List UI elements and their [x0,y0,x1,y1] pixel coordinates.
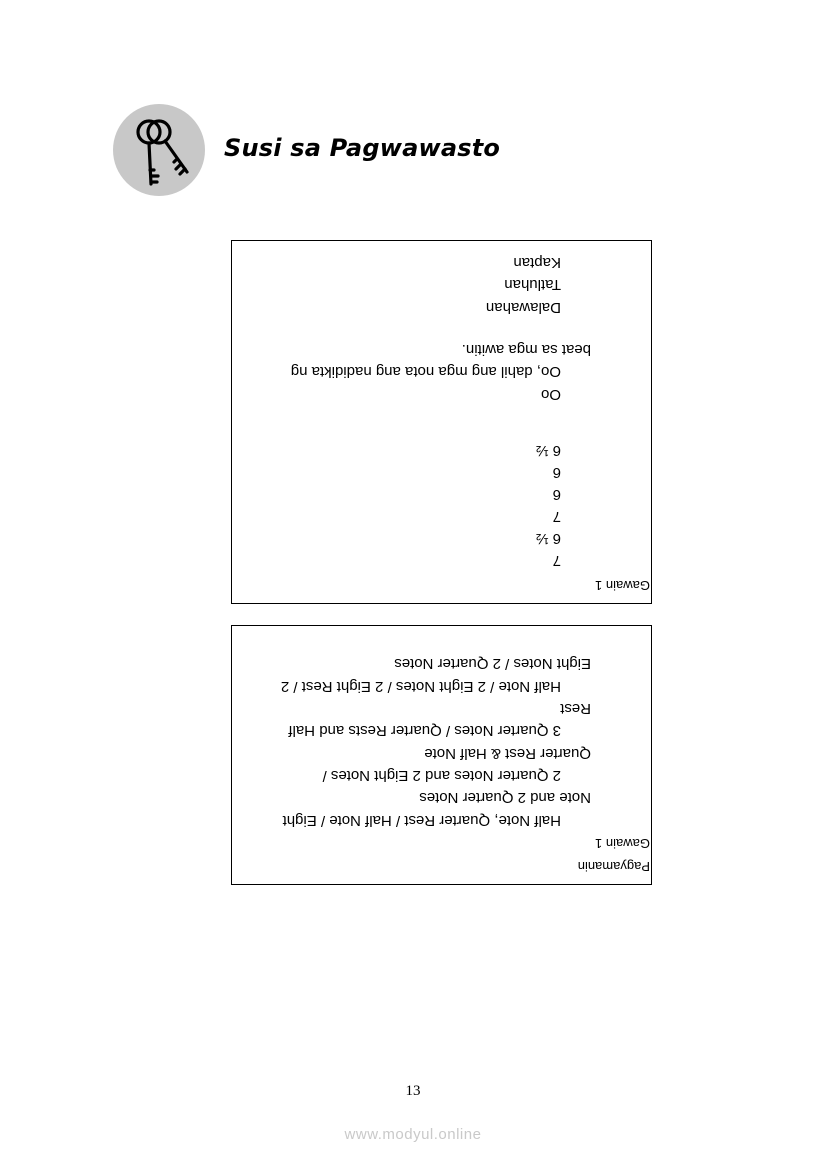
explanation-line: beat sa mga awitin. [461,341,591,358]
answer-item: 6 [552,486,561,503]
answer-item: Kaptan [513,254,561,271]
watermark: www.modyul.online [344,1126,482,1143]
page-number: 13 [405,1083,421,1099]
answer-key-gawain-1 [231,240,652,604]
answer-key-pagyamanin [231,625,652,885]
answer-item: Rest [560,700,591,717]
answer-item: Dalawahan [485,299,561,316]
page-title: Susi sa Pagwawasto [224,134,501,162]
answer-item: 6 ½ [535,442,561,459]
keys-icon [113,104,205,196]
answer-item: Tatluhan [504,276,561,293]
answer-item: 6 [552,464,561,481]
answer-item: Half Note, Quarter Rest / Half Note / Eight [282,812,561,829]
answer-yes: Oo [540,386,561,403]
section-heading: Pagyamanin [577,859,650,874]
answer-item: Quarter Rest & Half Note [424,745,591,762]
answer-item: Note and 2 Quarter Notes [419,789,591,806]
answer-item: 7 [552,508,561,525]
gawain-heading: Gawain 1 [595,836,650,851]
answer-item: 3 Quarter Notes / Quarter Rests and Half [288,722,561,739]
answer-item: 6 ½ [535,530,561,547]
answer-item: 7 [552,552,561,569]
answer-item: Eight Notes / 2 Quarter Notes [394,655,591,672]
gawain-heading: Gawain 1 [595,578,650,593]
answer-item: Half Note / 2 Eight Notes / 2 Eight Rest / 2 [280,678,561,695]
explanation-line: Oo, dahil ang mga nota ang nadidikta ng [290,363,561,380]
answer-item: 2 Quarter Notes and 2 Eight Notes / [322,767,561,784]
